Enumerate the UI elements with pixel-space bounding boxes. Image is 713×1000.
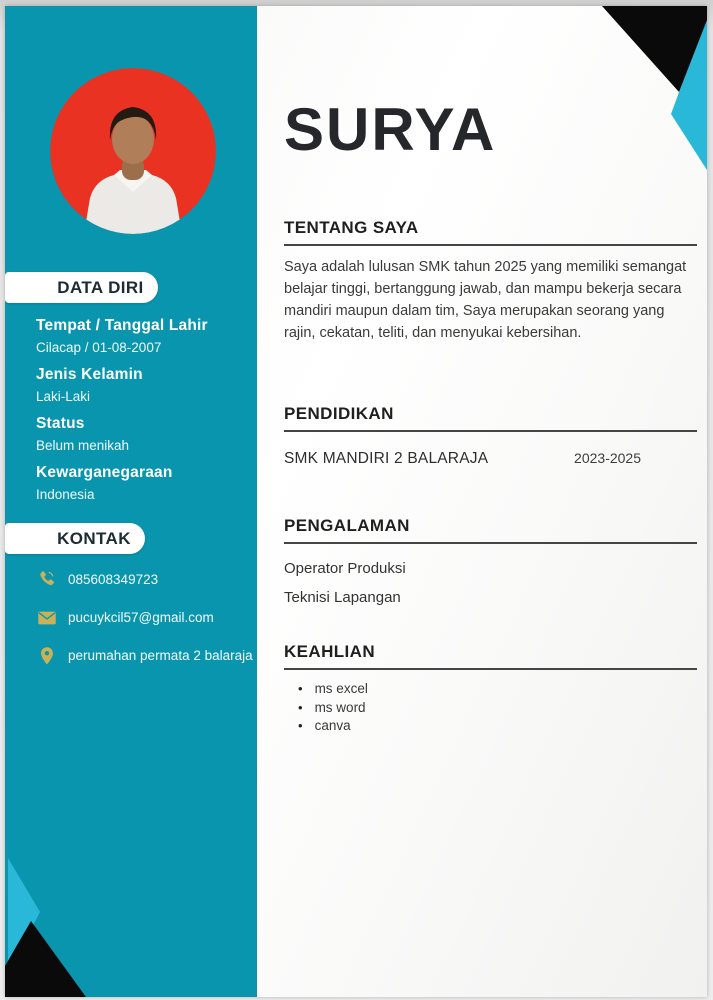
skill-item: [298, 680, 697, 699]
field-label: Status: [36, 415, 85, 432]
experience-entry: Teknisi Lapangan: [284, 589, 401, 606]
phone-icon: [36, 569, 58, 591]
section-keahlian: [284, 642, 697, 736]
skill-item: [298, 699, 697, 718]
skill-label: canva: [314, 718, 351, 733]
school-years: 2023-2025: [574, 450, 641, 466]
profile-photo: [50, 68, 216, 234]
field-birth: [36, 316, 249, 356]
cv-name-title: SURYA: [284, 96, 497, 163]
email-icon: [36, 607, 58, 629]
section-pengalaman: [284, 516, 697, 608]
phone-number: 085608349723: [68, 572, 159, 587]
section-pendidikan: [284, 404, 697, 468]
section-heading-keahlian: KEAHLIAN: [284, 642, 697, 670]
contact-phone: [36, 569, 253, 591]
field-label: Tempat / Tanggal Lahir: [36, 317, 208, 334]
about-paragraph: Saya adalah lulusan SMK tahun 2025 yang memiliki semangat belajar tinggi, bertanggung jawab, dan mampu bekerja secara mandiri maupun dalam tim, Saya merupakan seorang yang rajin, cekatan, teliti, dan menyukai kebersihan.: [284, 259, 687, 341]
skill-list: [284, 680, 697, 736]
data-diri-title: DATA DIRI: [57, 277, 144, 297]
experience-entry: Operator Produksi: [284, 560, 406, 577]
data-diri-header: [5, 272, 158, 303]
kontak-header: [5, 523, 145, 554]
field-gender: [36, 365, 249, 405]
data-diri-fields: [36, 316, 249, 512]
location-icon: [36, 645, 58, 667]
field-value: Belum menikah: [36, 438, 130, 453]
field-value: Laki-Laki: [36, 389, 91, 404]
contact-list: [36, 569, 253, 683]
sidebar: [5, 6, 257, 997]
contact-email: [36, 607, 253, 629]
section-tentang-saya: [284, 218, 697, 344]
school-name: SMK MANDIRI 2 BALARAJA: [284, 450, 489, 467]
skill-label: ms excel: [314, 681, 368, 696]
field-nationality: [36, 463, 249, 503]
field-status: [36, 414, 249, 454]
section-heading-pengalaman: PENGALAMAN: [284, 516, 697, 544]
field-value: Cilacap / 01-08-2007: [36, 340, 162, 355]
cv-page: [5, 6, 707, 997]
contact-address: [36, 645, 253, 667]
main-content: [257, 6, 707, 997]
field-value: Indonesia: [36, 487, 95, 502]
section-heading-tentang-saya: TENTANG SAYA: [284, 218, 697, 246]
bullet-icon: •: [298, 718, 303, 733]
field-label: Kewarganegaraan: [36, 464, 173, 481]
home-address: perumahan permata 2 balaraja: [68, 648, 253, 663]
profile-photo-image: [50, 68, 216, 234]
skill-label: ms word: [314, 699, 366, 715]
kontak-title: KONTAK: [57, 528, 131, 548]
field-label: Jenis Kelamin: [36, 366, 143, 383]
skill-item: [298, 717, 697, 736]
email-address: pucuykcil57@gmail.com: [68, 610, 214, 625]
bullet-icon: •: [298, 681, 303, 696]
education-entry: [284, 450, 697, 468]
bullet-icon: •: [298, 699, 303, 715]
section-heading-pendidikan: PENDIDIKAN: [284, 404, 697, 432]
